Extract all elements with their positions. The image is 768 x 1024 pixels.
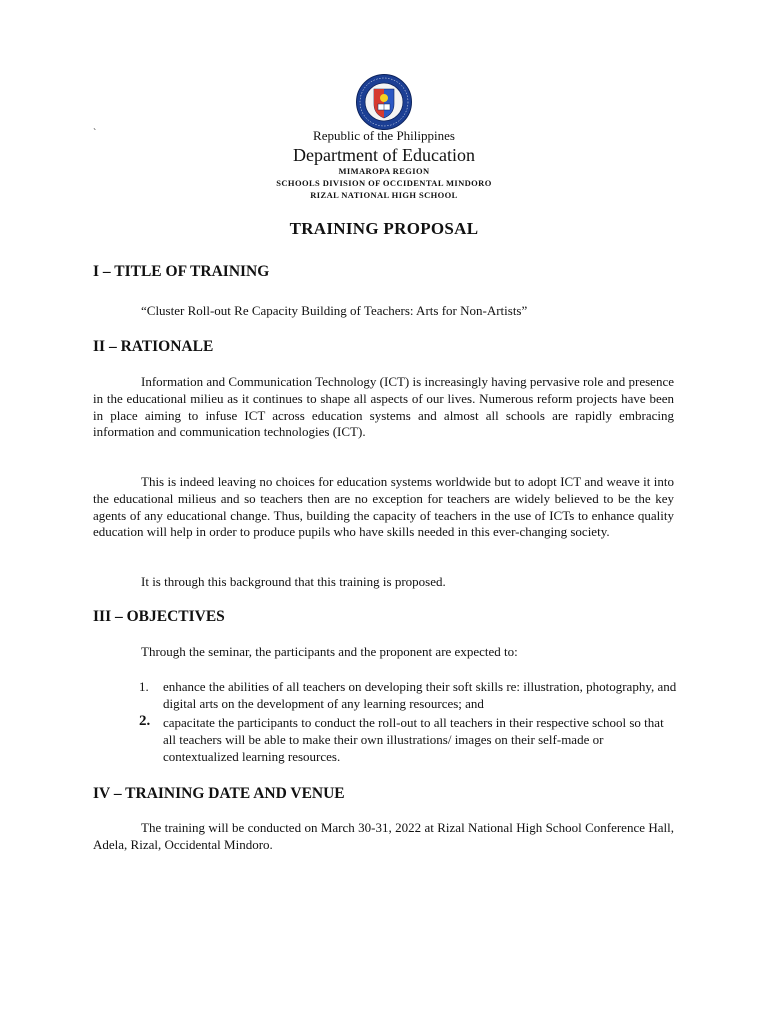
rationale-paragraph-3: It is through this background that this training is proposed. [141, 574, 446, 589]
objective-number: 2. [139, 713, 151, 729]
region-line: MIMAROPA REGION [338, 166, 430, 176]
section-heading-rationale: II – RATIONALE [93, 338, 214, 355]
department-name: Department of Education [293, 145, 475, 165]
objective-item [139, 678, 679, 712]
rationale-paragraph-1: Information and Communication Technology (ICT) is increasingly having pervasive role and presence in the educational milieu as it continues to shape all aspects of our lives. Numerous reform projects have been in place aiming to infuse ICT across education systems and almost all schools are rapidly embracing information and communication technologies (ICT). [93, 374, 674, 440]
objectives-intro: Through the seminar, the participants and the proponent are expected to: [141, 644, 518, 659]
section-heading-title: I – TITLE OF TRAINING [93, 263, 270, 280]
school-line: RIZAL NATIONAL HIGH SCHOOL [310, 190, 458, 200]
objective-text: enhance the abilities of all teachers on developing their soft skills re: illustration, photography, and digital arts on the development of any learning resources; and [163, 679, 677, 711]
stray-mark: ` [93, 128, 97, 139]
objective-item [139, 714, 679, 765]
training-title-text: “Cluster Roll-out Re Capacity Building of Teachers: Arts for Non-Artists” [141, 303, 528, 318]
objective-number: 1. [139, 679, 149, 694]
section-heading-objectives: III – OBJECTIVES [93, 608, 225, 625]
deped-seal-logo [343, 73, 425, 131]
document-title: TRAINING PROPOSAL [289, 219, 479, 238]
republic-line: Republic of the Philippines [313, 128, 455, 143]
rationale-paragraph-2: This is indeed leaving no choices for education systems worldwide but to adopt ICT and weave it into the educational milieus and so teachers then are no exception for teachers are widely believed to be the key agents of any educational change. Thus, building the capacity of teachers in the use of ICTs to enhance quality education will help in order to produce pupils who have skills needed in this ever-changing society. [93, 474, 674, 540]
section-heading-date-venue: IV – TRAINING DATE AND VENUE [93, 785, 345, 802]
objectives-list-continued [139, 714, 679, 765]
division-line: SCHOOLS DIVISION OF OCCIDENTAL MINDORO [276, 178, 492, 188]
objective-text: capacitate the participants to conduct the roll-out to all teachers in their respective school so that all teachers will be able to make their own illustrations/ images on their self-made or contextualized learning resources. [163, 715, 664, 764]
objectives-list [139, 678, 679, 712]
date-venue-text: The training will be conducted on March 30-31, 2022 at Rizal National High School Conference Hall, Adela, Rizal, Occidental Mindoro. [93, 820, 674, 852]
